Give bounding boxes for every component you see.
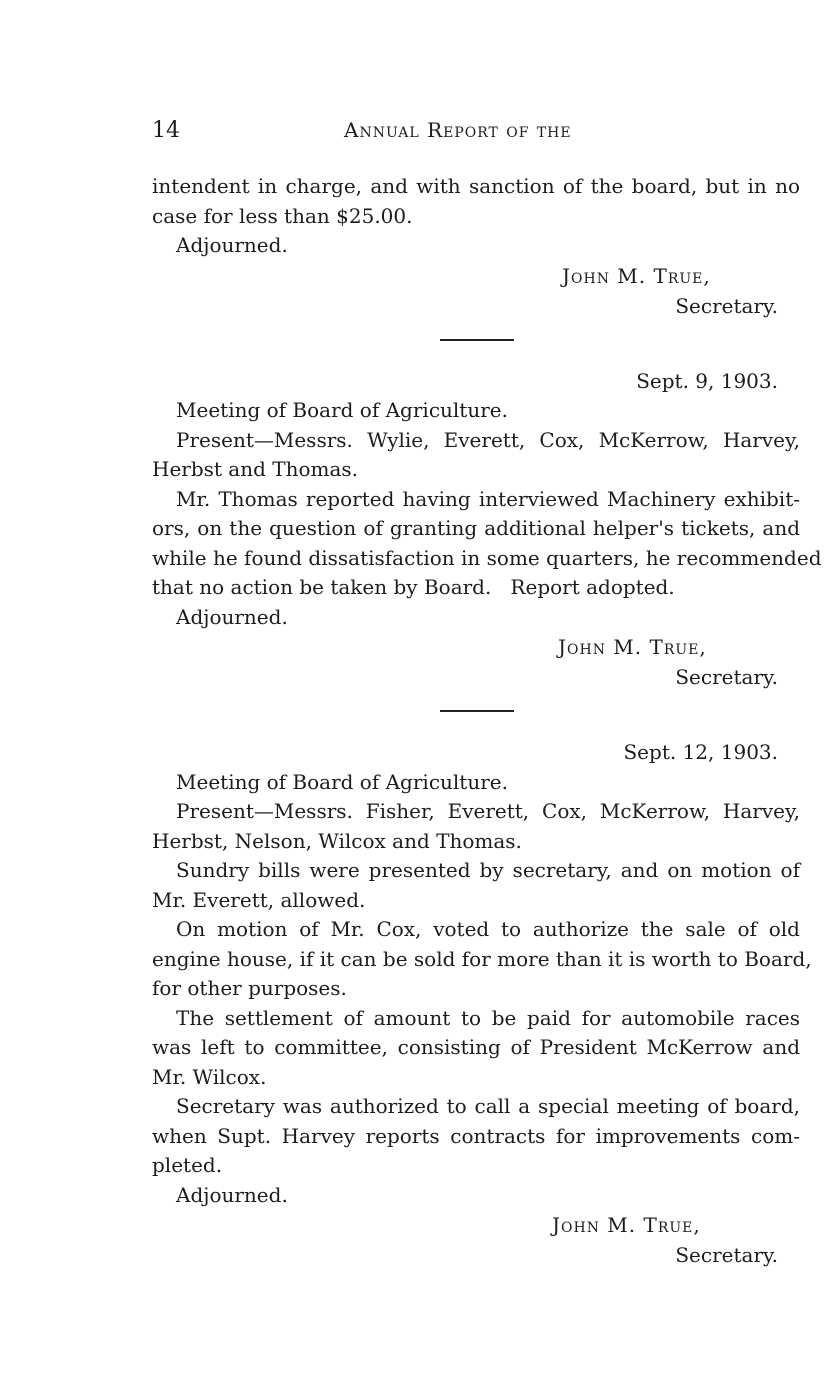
attendance-line: Herbst, Nelson, Wilcox and Thomas.: [152, 828, 522, 853]
signature-name: John M. True,: [562, 263, 711, 288]
meeting-date: Sept. 12, 1903.: [623, 740, 778, 764]
adjourned-text: Adjourned.: [176, 1182, 288, 1207]
text-line: pleted.: [152, 1153, 223, 1177]
text-line: case for less than $25.00.: [152, 203, 413, 228]
attendance-line: Herbst and Thomas.: [152, 457, 359, 481]
text-line: Mr. Thomas reported having interviewed Machinery exhibit-: [176, 486, 800, 511]
text-line: ors, on the question of granting additional helper's tickets, and: [152, 516, 800, 540]
attendance-line: Present—Messrs. Wylie, Everett, Cox, McKerrow, Harvey,: [176, 427, 800, 452]
meeting-heading: Meeting of Board of Agriculture.: [176, 398, 508, 422]
attendance-line: Present—Messrs. Fisher, Everett, Cox, McKerrow, Harvey,: [176, 799, 800, 823]
text-line: The settlement of amount to be paid for automobile races: [176, 1005, 800, 1030]
text-line: while he found dissatisfaction in some quarters, he recommended: [152, 545, 822, 570]
text-line: for other purposes.: [152, 976, 347, 1000]
text-line: that no action be taken by Board. Report adopted.: [152, 575, 675, 599]
signature-name: John M. True,: [552, 1213, 701, 1237]
meeting-heading: Meeting of Board of Agriculture.: [176, 769, 508, 794]
page-header: [152, 118, 812, 148]
text-line: Mr. Everett, allowed.: [152, 887, 366, 912]
signature-name: John M. True,: [558, 635, 707, 659]
page-body: [152, 172, 822, 1270]
signature-title: Secretary.: [675, 1243, 778, 1267]
meeting-sept-9: [152, 367, 822, 693]
text-line: when Supt. Harvey reports contracts for improvements com-: [152, 1123, 800, 1148]
text-line: engine house, if it can be sold for more than it is worth to Board,: [152, 946, 812, 971]
text-line: intendent in charge, and with sanction of the board, but in no: [152, 174, 800, 198]
text-line: Mr. Wilcox.: [152, 1064, 267, 1089]
running-title: Annual Report of the: [344, 118, 572, 142]
page-number: 14: [152, 118, 180, 143]
adjourned-text: Adjourned.: [176, 604, 288, 629]
adjourned-text: Adjourned.: [176, 233, 288, 257]
signature-title: Secretary.: [675, 293, 778, 318]
meeting-date: Sept. 9, 1903.: [636, 368, 778, 393]
meeting-sept-12: [152, 738, 812, 1270]
meeting-continuation: [152, 172, 800, 321]
text-line: Sundry bills were presented by secretary, and on motion of: [176, 858, 800, 882]
text-line: was left to committee, consisting of President McKerrow and: [152, 1035, 800, 1059]
text-line: On motion of Mr. Cox, voted to authorize the sale of old: [176, 917, 800, 941]
signature-title: Secretary.: [675, 665, 778, 689]
text-line: Secretary was authorized to call a special meeting of board,: [176, 1094, 800, 1118]
